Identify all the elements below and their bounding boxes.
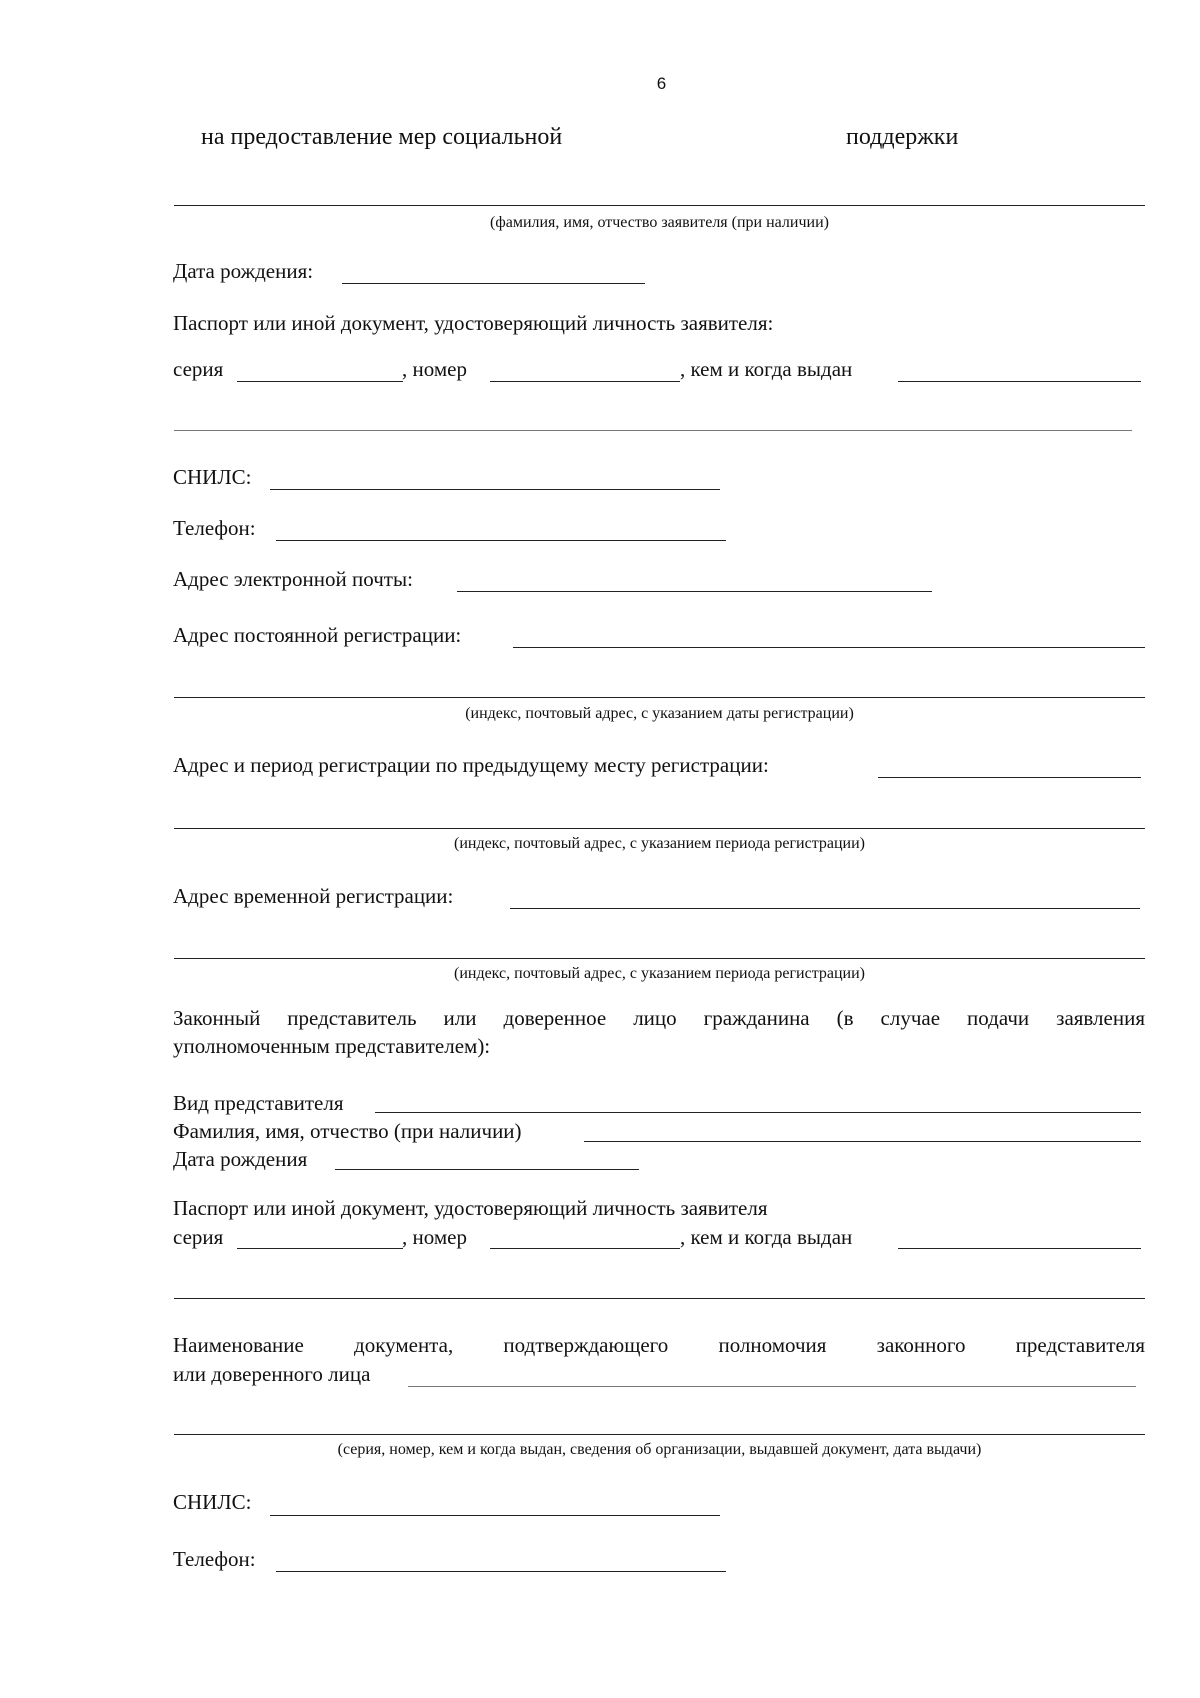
temporary-reg-label: Адрес временной регистрации: [173, 884, 454, 908]
authority-doc-caption: (серия, номер, кем и когда выдан, сведения об организации, выдавшей документ, дата выдачи) [337, 1441, 982, 1458]
form-title-left: на предоставление мер социальной [201, 124, 563, 150]
representative-fio-label: Фамилия, имя, отчество (при наличии) [173, 1119, 522, 1143]
representative-birth-date-label: Дата рождения [173, 1147, 308, 1171]
applicant-email-field[interactable] [457, 591, 932, 592]
authority-doc-field[interactable] [408, 1386, 1136, 1387]
applicant-email-label: Адрес электронной почты: [173, 567, 413, 591]
representative-type-label: Вид представителя [173, 1091, 344, 1115]
permanent-reg-caption: (индекс, почтовый адрес, с указанием даты регистрации) [465, 705, 854, 722]
representative-snils-label: СНИЛС: [173, 1490, 252, 1514]
permanent-reg-label: Адрес постоянной регистрации: [173, 623, 462, 647]
applicant-passport-heading: Паспорт или иной документ, удостоверяющий личность заявителя: [173, 311, 774, 335]
applicant-issued-field[interactable] [898, 381, 1141, 382]
representative-snils-field[interactable] [270, 1515, 720, 1516]
representative-number-field[interactable] [490, 1248, 680, 1249]
representative-phone-label: Телефон: [173, 1547, 256, 1571]
form-title-right: поддержки [846, 124, 959, 150]
applicant-birth-date-label: Дата рождения: [173, 259, 314, 283]
permanent-reg-field-line2[interactable] [174, 697, 1145, 698]
authority-doc-field-line2[interactable] [174, 1434, 1145, 1435]
representative-intro-line1: Законный представитель или доверенное лицо гражданина (в случае подачи заявления [173, 1006, 1145, 1030]
representative-birth-date-field[interactable] [335, 1169, 639, 1170]
representative-intro-line2: уполномоченным представителем): [173, 1034, 491, 1058]
representative-issued-field-line2[interactable] [174, 1298, 1145, 1299]
applicant-birth-date-field[interactable] [342, 283, 645, 284]
applicant-series-field[interactable] [237, 381, 403, 382]
representative-series-label: серия [173, 1225, 224, 1249]
previous-reg-caption: (индекс, почтовый адрес, с указанием периода регистрации) [453, 835, 865, 852]
permanent-reg-field[interactable] [513, 647, 1145, 648]
representative-passport-heading: Паспорт или иной документ, удостоверяющий личность заявителя [173, 1196, 768, 1220]
applicant-series-label: серия [173, 357, 224, 381]
applicant-phone-field[interactable] [276, 540, 726, 541]
representative-phone-field[interactable] [276, 1571, 726, 1572]
previous-reg-field[interactable] [878, 777, 1141, 778]
temporary-reg-field-line2[interactable] [174, 958, 1145, 959]
previous-reg-label: Адрес и период регистрации по предыдущему месту регистрации: [173, 753, 769, 777]
representative-fio-field[interactable] [584, 1141, 1141, 1142]
previous-reg-field-line2[interactable] [174, 828, 1145, 829]
applicant-issued-field-continuation[interactable] [174, 430, 1132, 431]
applicant-issued-label: , кем и когда выдан [680, 357, 853, 381]
representative-issued-label: , кем и когда выдан [680, 1225, 853, 1249]
representative-series-field[interactable] [237, 1248, 403, 1249]
applicant-number-field[interactable] [490, 381, 680, 382]
temporary-reg-field[interactable] [510, 908, 1140, 909]
applicant-snils-field[interactable] [270, 489, 720, 490]
representative-type-field[interactable] [375, 1112, 1141, 1113]
applicant-fio-field[interactable] [174, 205, 1145, 206]
authority-doc-line2: или доверенного лица [173, 1362, 371, 1386]
applicant-fio-caption: (фамилия, имя, отчество заявителя (при наличии) [490, 214, 829, 231]
representative-issued-field[interactable] [898, 1248, 1141, 1249]
applicant-number-label: , номер [402, 357, 467, 381]
temporary-reg-caption: (индекс, почтовый адрес, с указанием периода регистрации) [453, 965, 865, 982]
representative-number-label: , номер [402, 1225, 467, 1249]
applicant-phone-label: Телефон: [173, 516, 256, 540]
applicant-snils-label: СНИЛС: [173, 465, 252, 489]
page-number: 6 [656, 74, 667, 93]
authority-doc-line1: Наименование документа, подтверждающего полномочия законного представителя [173, 1333, 1145, 1357]
